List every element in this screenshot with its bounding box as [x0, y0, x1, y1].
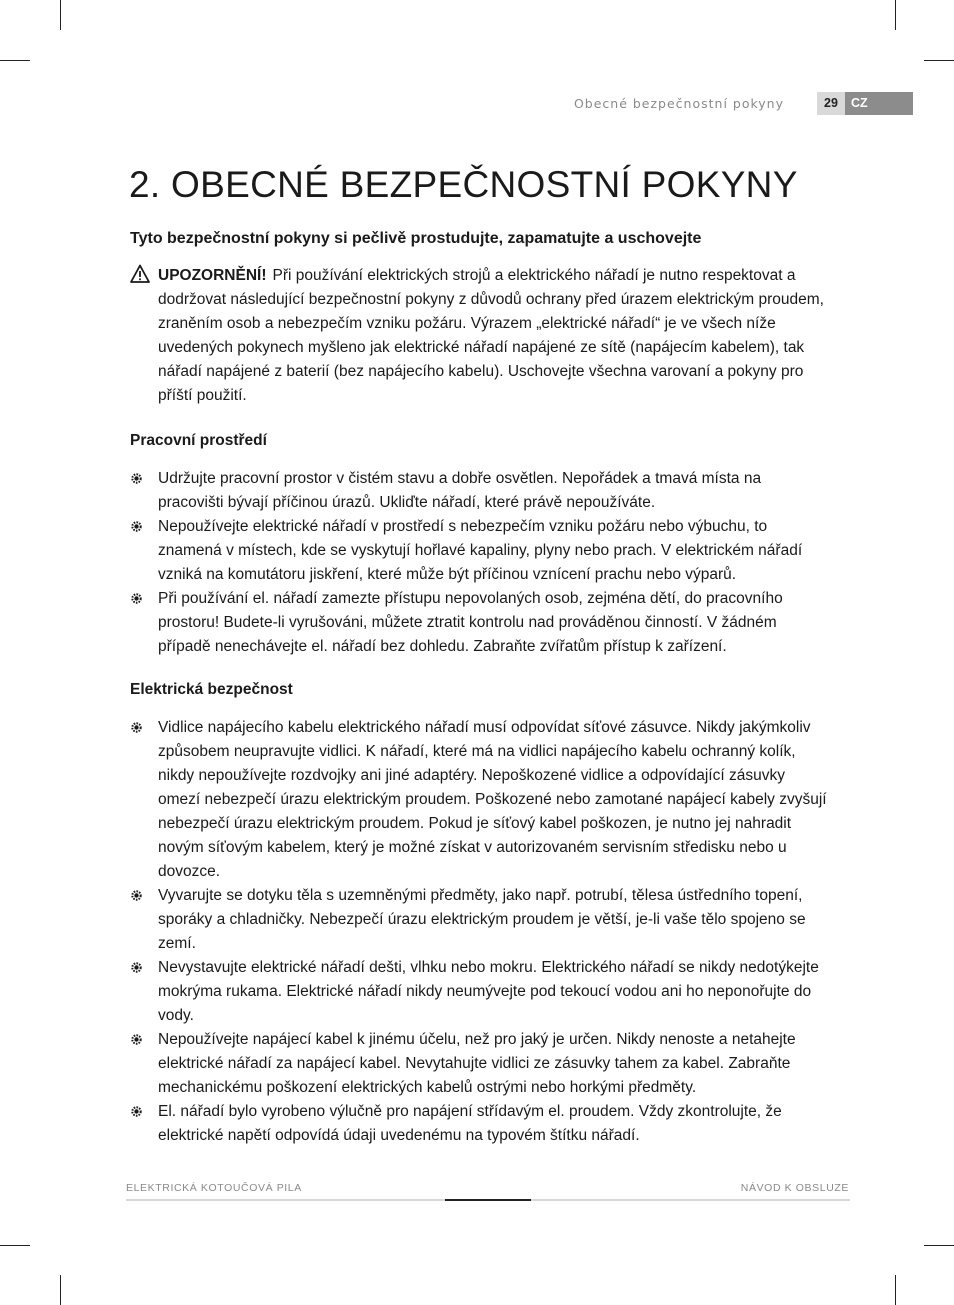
crop-mark [60, 1275, 61, 1305]
list-item: Udržujte pracovní prostor v čistém stavu a dobře osvětlen. Nepořádek a tmavá místa na pracovišti bývají příčinou úrazů. Ukliďte nářadí, které právě nepoužíváte. [130, 467, 830, 515]
list-item: Vyvarujte se dotyku těla s uzemněnými předměty, jako např. potrubí, tělesa ústředního topení, sporáky a chladničky. Nebezpečí úrazu elektrickým proudem je větší, je-li vaše tělo spojeno se zemí. [130, 884, 830, 956]
work-environment-list [130, 467, 830, 659]
crop-mark [924, 60, 954, 61]
gear-bullet-icon [130, 520, 143, 533]
gear-bullet-icon [130, 721, 143, 734]
crop-mark [0, 1245, 30, 1246]
warning-label: UPOZORNĚNÍ! [158, 267, 267, 284]
warning-body: Při používání elektrických strojů a elektrického nářadí je nutno respektovat a dodržovat následující bezpečnostní pokyny z důvodů ochrany před úrazem elektrickým proudem, zraněním osob a nebezpečím vzniku požáru. Výrazem „elektrické nářadí“ je ve všech níže uvedených pokynech myšleno jak elektrické nářadí napájené ze sítě (napájecím kabelem), tak nářadí napájené z baterií (bez napájecího kabelu). Uschovejte všechna varovaní a pokyny pro příští použití. [158, 267, 824, 404]
crop-mark [0, 60, 30, 61]
crop-mark [924, 1245, 954, 1246]
list-item: Při používání el. nářadí zamezte přístupu nepovolaných osob, zejména dětí, do pracovního prostoru! Budete-li vyrušováni, můžete ztratit kontrolu nad prováděnou činností. V žádném případě nenechávejte el. nářadí bez dohledu. Zabraňte zvířatům přístup k zařízení. [130, 587, 830, 659]
footer-manual: NÁVOD K OBSLUZE [740, 1182, 849, 1194]
gear-bullet-icon [130, 1033, 143, 1046]
running-header: Obecné bezpečnostní pokyny [573, 96, 784, 111]
gear-bullet-icon [130, 472, 143, 485]
section-heading-electrical-safety: Elektrická bezpečnost [130, 681, 293, 698]
electrical-safety-list [130, 716, 830, 1148]
list-item: Nepoužívejte elektrické nářadí v prostředí s nebezpečím vzniku požáru nebo výbuchu, to znamená v místech, kde se vyskytují hořlavé kapaliny, plyny nebo prach. V elektrickém nářadí vzniká na komutátoru jiskření, které může být příčinou vznícení prachu nebo výparů. [130, 515, 830, 587]
crop-mark [895, 1275, 896, 1305]
page-tab [817, 92, 913, 115]
gear-bullet-icon [130, 889, 143, 902]
warning-block [130, 264, 830, 408]
section-heading-work-environment: Pracovní prostředí [130, 432, 267, 449]
language-tag: CZ [845, 92, 913, 115]
crop-mark [895, 0, 896, 30]
gear-bullet-icon [130, 961, 143, 974]
list-item: Nepoužívejte napájecí kabel k jinému účelu, než pro jaký je určen. Nikdy nenoste a netahejte elektrické nářadí za napájecí kabel. Nevytahujte vidlici ze zásuvky tahem za kabel. Zabraňte mechanickému poškození elektrických kabelů ostrými nebo horkými předměty. [130, 1028, 830, 1100]
warning-text [130, 264, 830, 408]
footer-product: ELEKTRICKÁ KOTOUČOVÁ PILA [126, 1182, 302, 1194]
gear-bullet-icon [130, 592, 143, 605]
list-item: Nevystavujte elektrické nářadí dešti, vlhku nebo mokru. Elektrického nářadí se nikdy nedotýkejte mokrýma rukama. Elektrické nářadí nikdy neumývejte pod tekoucí vodou ani ho neponořujte do vody. [130, 956, 830, 1028]
page-number: 29 [817, 92, 845, 115]
gear-bullet-icon [130, 1105, 143, 1118]
list-item: El. nářadí bylo vyrobeno výlučně pro napájení střídavým el. proudem. Vždy zkontrolujte, že elektrické napětí odpovídá údaji uvedenému na typovém štítku nářadí. [130, 1100, 830, 1148]
list-item: Vidlice napájecího kabelu elektrického nářadí musí odpovídat síťové zásuvce. Nikdy jakýmkoliv způsobem neupravujte vidlici. K nářadí, které má na vidlici napájecího kabelu ochranný kolík, nikdy nepoužívejte rozdvojky ani jiné adaptéry. Nepoškozené vidlice a odpovídající zásuvky omezí nebezpečí úrazu elektrickým proudem. Poškozené nebo zamotané napájecí kabely zvyšují nebezpečí úrazu elektrickým proudem. Pokud je síťový kabel poškozen, je nutno jej nahradit novým síťovým kabelem, který je možné získat v autorizovaném servisním středisku nebo u dovozce. [130, 716, 830, 884]
subtitle: Tyto bezpečnostní pokyny si pečlivě prostudujte, zapamatujte a uschovejte [130, 230, 702, 247]
warning-triangle-icon [130, 264, 150, 284]
footer-rule [126, 1199, 850, 1201]
crop-mark [60, 0, 61, 30]
page-title: 2. OBECNÉ BEZPEČNOSTNÍ POKYNY [129, 164, 798, 205]
